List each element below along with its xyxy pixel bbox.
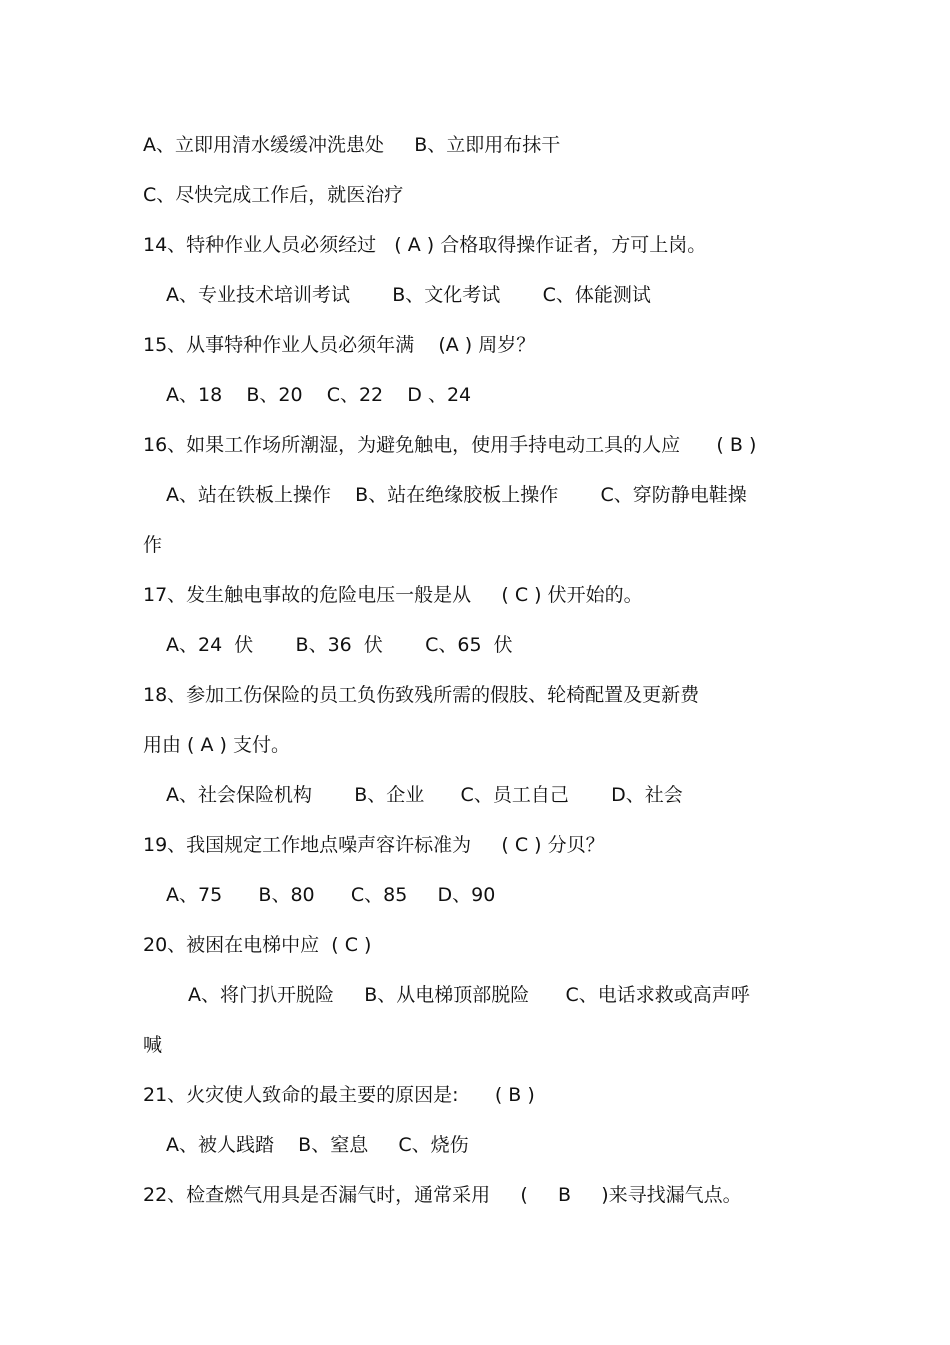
answer-options-13: A、立即用清水缓缓冲洗患处 B、立即用布抹干 bbox=[143, 134, 561, 156]
answer-options-15: A、18 B、20 C、22 D 、24 bbox=[166, 384, 472, 406]
question-18: 18、参加工伤保险的员工负伤致残所需的假肢、轮椅配置及更新费 bbox=[143, 684, 700, 706]
question-15: 15、从事特种作业人员必须年满 (A ) 周岁？ bbox=[143, 334, 536, 356]
question-19: 19、我国规定工作地点噪声容许标准为 ( C ) 分贝？ bbox=[143, 834, 605, 856]
answer-options-20-cont: 喊 bbox=[143, 1034, 163, 1056]
question-16: 16、如果工作场所潮湿，为避免触电，使用手持电动工具的人应 ( B ) bbox=[143, 434, 757, 456]
answer-options-21: A、被人践踏 B、窒息 C、烧伤 bbox=[166, 1134, 469, 1156]
answer-options-16-cont: 作 bbox=[143, 534, 163, 556]
answer-options-14: A、专业技术培训考试 B、文化考试 C、体能测试 bbox=[166, 284, 651, 306]
answer-options-20: A、将门扒开脱险 B、从电梯顶部脱险 C、电话求救或高声呼 bbox=[188, 984, 750, 1006]
answer-options-17: A、24 伏 B、36 伏 C、65 伏 bbox=[166, 634, 513, 656]
question-20: 20、被困在电梯中应 ( C ) bbox=[143, 934, 372, 956]
question-17: 17、发生触电事故的危险电压一般是从 ( C ) 伏开始的。 bbox=[143, 584, 643, 606]
question-18-cont: 用由 ( A ) 支付。 bbox=[143, 734, 290, 756]
answer-options-16: A、站在铁板上操作 B、站在绝缘胶板上操作 C、穿防静电鞋操 bbox=[166, 484, 747, 506]
answer-options-19: A、75 B、80 C、85 D、90 bbox=[166, 884, 496, 906]
question-21: 21、火灾使人致命的最主要的原因是: ( B ) bbox=[143, 1084, 535, 1106]
answer-options-13-cont: C、尽快完成工作后，就医治疗 bbox=[143, 184, 404, 206]
answer-options-18: A、社会保险机构 B、企业 C、员工自己 D、社会 bbox=[166, 784, 683, 806]
question-14: 14、特种作业人员必须经过 ( A ) 合格取得操作证者，方可上岗。 bbox=[143, 234, 707, 256]
question-22: 22、检查燃气用具是否漏气时，通常采用 ( B )来寻找漏气点。 bbox=[143, 1184, 742, 1206]
